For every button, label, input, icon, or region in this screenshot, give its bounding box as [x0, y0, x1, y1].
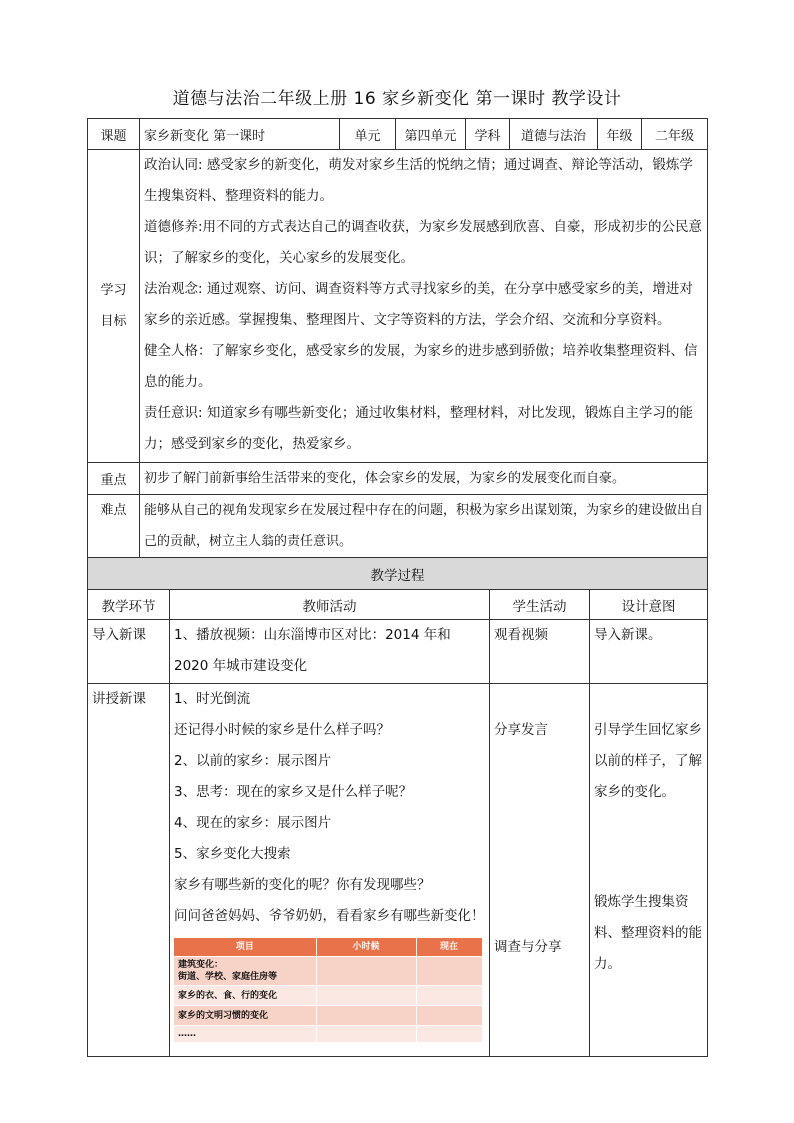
lecture-intent [590, 684, 708, 1057]
teacher-line: 还记得小时候的家乡是什么样子吗？ [174, 722, 390, 738]
survey-row-label [174, 957, 316, 986]
page-title: 道德与法治二年级上册 16 家乡新变化 第一课时 教学设计 [172, 89, 622, 109]
objective-item: 法治观念: 通过观察、访问、调查资料等方式寻找家乡的美，在分享中感受家乡的美，增进对家乡的亲近感。掌握搜集、整理图片、文字等资料的方法，学会介绍、交流和分享资料。 [144, 281, 693, 328]
objectives-label [88, 150, 140, 463]
spacer [594, 808, 703, 887]
survey-row-label: 家乡的衣、食、行的变化 [174, 986, 316, 1006]
info-table [87, 118, 708, 558]
difficulty-text: 能够从自己的视角发现家乡在发展过程中存在的问题，积极为家乡出谋划策，为家乡的建设做出自己的贡献，树立主人翁的责任意识。 [140, 495, 708, 558]
unit-value: 第四单元 [396, 119, 466, 150]
spacer [594, 684, 703, 715]
survey-row-line: 建筑变化： [178, 960, 224, 970]
key-point-label: 重点 [88, 463, 140, 495]
intro-intent: 导入新课。 [590, 620, 708, 684]
header-intent: 设计意图 [590, 590, 708, 620]
survey-cell [416, 1026, 482, 1043]
survey-row-label: 家乡的文明习惯的变化 [174, 1006, 316, 1026]
objective-item: 责任意识: 知道家乡有哪些新变化；通过收集材料，整理材料，对比发现，锻炼自主学习的能力；感受到家乡的变化，热爱家乡。 [144, 405, 693, 452]
survey-row-label: …… [174, 1026, 316, 1043]
intro-stage: 导入新课 [88, 620, 170, 684]
spacer [494, 684, 585, 715]
header-teacher: 教师活动 [170, 590, 490, 620]
survey-header-now: 现在 [416, 938, 482, 957]
objectives-label-line2: 目标 [100, 314, 127, 329]
teacher-line: 问问爸爸妈妈、爷爷奶奶，看看家乡有哪些新变化！ [174, 908, 485, 924]
spacer [494, 746, 585, 932]
grade-label: 年级 [598, 119, 642, 150]
survey-cell [416, 1006, 482, 1026]
lecture-teacher [170, 684, 490, 1057]
survey-cell [316, 1006, 416, 1026]
topic-label: 课题 [88, 119, 140, 150]
lecture-student [490, 684, 590, 1057]
topic-value: 家乡新变化 第一课时 [140, 119, 340, 150]
objective-item: 健全人格：了解家乡变化，感受家乡的发展，为家乡的进步感到骄傲；培养收集整理资料、信息的能力。 [144, 343, 698, 390]
intro-student: 观看视频 [490, 620, 590, 684]
survey-row-line: 街道、学校、家庭住房等 [178, 972, 278, 982]
teacher-line: 家乡有哪些新的变化的呢？你有发现哪些？ [174, 877, 431, 893]
objective-item: 道德修养:用不同的方式表达自己的调查收获，为家乡发展感到欣喜、自豪，形成初步的公民意识；了解家乡的变化，关心家乡的发展变化。 [144, 219, 703, 266]
objective-item: 政治认同: 感受家乡的新变化，萌发对家乡生活的悦纳之情；通过调查、辩论等活动，锻炼学生搜集资料、整理资料的能力。 [144, 157, 693, 204]
survey-cell [316, 1026, 416, 1043]
survey-cell [316, 986, 416, 1006]
teacher-line: 2、以前的家乡：展示图片 [174, 753, 332, 769]
grade-value: 二年级 [642, 119, 708, 150]
teacher-line: 5、家乡变化大搜索 [174, 846, 291, 862]
subject-value: 道德与法治 [510, 119, 598, 150]
unit-label: 单元 [340, 119, 396, 150]
subject-label: 学科 [466, 119, 510, 150]
lecture-intent-2: 锻炼学生搜集资料、整理资料的能力。 [594, 894, 702, 972]
objectives-label-line1: 学习 [100, 283, 127, 298]
process-heading: 教学过程 [88, 558, 708, 590]
objectives-content [140, 150, 708, 463]
survey-cell [416, 957, 482, 986]
lecture-student-2: 调查与分享 [494, 939, 562, 955]
survey-table [174, 938, 483, 1043]
survey-header-past: 小时候 [316, 938, 416, 957]
survey-cell [416, 986, 482, 1006]
teacher-line: 4、现在的家乡：展示图片 [174, 815, 332, 831]
teacher-line: 1、时光倒流 [174, 691, 251, 707]
header-student: 学生活动 [490, 590, 590, 620]
lecture-stage: 讲授新课 [88, 684, 170, 1057]
survey-cell [316, 957, 416, 986]
teacher-line: 3、思考：现在的家乡又是什么样子呢？ [174, 784, 413, 800]
lecture-intent-1: 引导学生回忆家乡以前的样子，了解家乡的变化。 [594, 722, 702, 800]
difficulty-label: 难点 [88, 495, 140, 558]
survey-header-item: 项目 [174, 938, 316, 957]
key-point-text: 初步了解门前新事给生活带来的变化，体会家乡的发展，为家乡的发展变化而自豪。 [140, 463, 708, 495]
intro-teacher: 1、播放视频：山东淄博市区对比：2014 年和 2020 年城市建设变化 [170, 620, 490, 684]
header-stage: 教学环节 [88, 590, 170, 620]
lecture-student-1: 分享发言 [494, 722, 548, 738]
process-table [87, 557, 708, 1057]
